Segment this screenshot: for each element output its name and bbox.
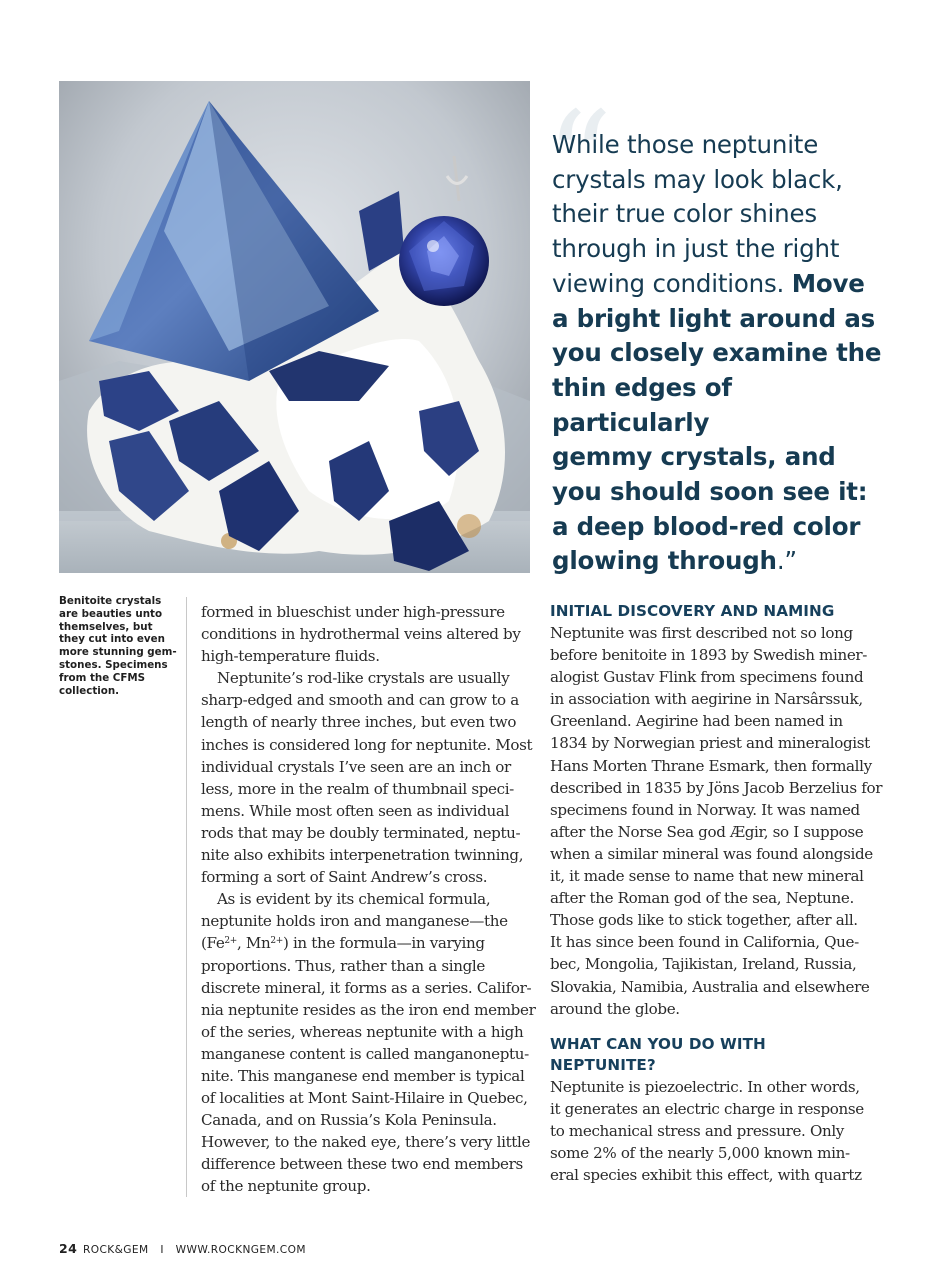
body-line: nite also exhibits interpenetration twinning,: [201, 846, 524, 865]
section-heading-discovery: INITIAL DISCOVERY AND NAMING: [550, 602, 835, 620]
mineral-photo-illustration: [59, 81, 530, 573]
pull-quote-bold: you should soon see it:: [552, 477, 868, 507]
body-column-2: [550, 601, 883, 1186]
formula-text: ) in the formula—in varying: [282, 934, 485, 953]
pull-quote-end: .”: [776, 546, 797, 576]
body-line: before benitoite in 1893 by Swedish miner-: [550, 646, 868, 665]
body-line: Those gods like to stick together, after all.: [550, 911, 858, 930]
pull-quote-bold: Move: [791, 268, 865, 298]
body-line: proportions. Thus, rather than a single: [201, 956, 485, 975]
body-line: neptunite holds iron and manganese—the: [201, 912, 508, 931]
body-line: manganese content is called manganoneptu-: [201, 1044, 529, 1063]
body-line: Neptunite is piezoelectric. In other words,: [550, 1077, 860, 1096]
caption-line: themselves, but: [59, 620, 153, 633]
body-line: Neptunite was first described not so long: [550, 624, 853, 642]
quote-mark-decoration: “: [546, 83, 613, 235]
body-line: eral species exhibit this effect, with quartz: [550, 1166, 862, 1185]
body-line: of localities at Mont Saint-Hilaire in Quebec,: [201, 1089, 528, 1108]
body-line: after the Norse Sea god Ægir, so I suppose: [550, 822, 864, 841]
body-line: of the neptunite group.: [201, 1177, 371, 1196]
page-number: 24: [59, 1241, 78, 1256]
body-line: in association with aegirine in Narsârssuk,: [550, 690, 863, 709]
body-line: It has since been found in California, Que-: [550, 933, 859, 952]
body-line: Neptunite’s rod-like crystals are usually: [217, 669, 510, 688]
pull-quote-line: While those neptunite: [552, 130, 819, 159]
pull-quote-bold: gemmy crystals, and: [552, 442, 836, 472]
pull-quote-line: their true color shines: [552, 199, 817, 229]
magazine-name: ROCK&GEM: [82, 1244, 149, 1256]
body-line: Greenland. Aegirine had been named in: [550, 712, 843, 731]
caption-line: stones. Specimens: [59, 658, 168, 671]
caption-line: from the CFMS: [59, 671, 146, 684]
body-line: after the Roman god of the sea, Neptune.: [550, 889, 854, 908]
body-line: mens. While most often seen as individual: [201, 801, 510, 820]
body-line: However, to the naked eye, there’s very little: [201, 1133, 531, 1152]
body-line: less, more in the realm of thumbnail speci-: [201, 779, 514, 798]
pull-quote-line: through in just the right: [552, 234, 840, 264]
body-line: nia neptunite resides as the iron end member: [201, 1000, 536, 1019]
caption-line: collection.: [59, 684, 120, 697]
body-line: Canada, and on Russia’s Kola Peninsula.: [201, 1111, 497, 1130]
pull-quote-bold: a bright light around as: [552, 303, 876, 333]
body-line: formed in blueschist under high-pressure: [201, 603, 505, 621]
body-line: individual crystals I’ve seen are an inch or: [201, 757, 511, 776]
body-line: described in 1835 by Jöns Jacob Berzelius for: [550, 778, 883, 797]
formula-superscript: 2+: [224, 936, 237, 947]
body-line: sharp-edged and smooth and can grow to a: [201, 691, 519, 710]
photo-caption: [59, 595, 177, 697]
section-heading-uses: WHAT CAN YOU DO WITH: [550, 1034, 766, 1053]
body-line: nite. This manganese end member is typical: [201, 1066, 525, 1085]
formula-text: (Fe: [201, 934, 225, 953]
body-line: alogist Gustav Flink from specimens found: [550, 668, 864, 687]
body-line: conditions in hydrothermal veins altered by: [201, 625, 521, 644]
body-line: 1834 by Norwegian priest and mineralogist: [550, 734, 870, 753]
caption-line: are beauties unto: [59, 607, 163, 620]
caption-line: more stunning gem-: [59, 646, 177, 659]
mineral-photo: [59, 81, 530, 573]
caption-line: Benitoite crystals: [59, 595, 162, 607]
body-line: bec, Mongolia, Tajikistan, Ireland, Russia,: [550, 955, 857, 974]
body-line: it generates an electric charge in response: [550, 1099, 864, 1118]
caption-line: they cut into even: [59, 633, 165, 646]
body-line: of the series, whereas neptunite with a high: [201, 1022, 524, 1041]
body-line: forming a sort of Saint Andrew’s cross.: [201, 868, 488, 887]
body-line: Hans Morten Thrane Esmark, then formally: [550, 756, 872, 775]
chemical-formula-line: [201, 932, 531, 954]
body-line: rods that may be doubly terminated, neptu-: [201, 823, 521, 842]
formula-superscript: 2+: [270, 936, 283, 947]
pull-quote-bold: thin edges of particularly: [552, 372, 732, 437]
body-line: difference between these two end members: [201, 1155, 523, 1174]
body-line: Slovakia, Namibia, Australia and elsewhere: [550, 977, 870, 996]
page-footer: [59, 1241, 306, 1256]
pull-quote: [546, 83, 892, 579]
body-line: specimens found in Norway. It was named: [550, 800, 860, 819]
pull-quote-bold: glowing through: [552, 546, 777, 576]
body-line: when a similar mineral was found alongside: [550, 844, 873, 863]
pull-quote-line: viewing conditions.: [552, 268, 785, 298]
body-line: length of nearly three inches, but even two: [201, 713, 517, 732]
body-line: inches is considered long for neptunite. Most: [201, 735, 533, 754]
caption-divider: [186, 597, 187, 1197]
body-line: around the globe.: [550, 999, 680, 1018]
magazine-url: WWW.ROCKNGEM.COM: [175, 1244, 306, 1256]
section-heading-uses: NEPTUNITE?: [550, 1055, 656, 1074]
body-line: it, it made sense to name that new mineral: [550, 867, 864, 886]
pull-quote-bold: a deep blood-red color: [552, 511, 861, 541]
body-line: to mechanical stress and pressure. Only: [550, 1121, 844, 1140]
body-column-1: [201, 601, 536, 1198]
body-line: high-temperature fluids.: [201, 647, 380, 666]
footer-separator: I: [160, 1244, 164, 1256]
pull-quote-text: [552, 128, 892, 579]
pull-quote-line: crystals may look black,: [552, 164, 843, 194]
formula-text: , Mn: [237, 934, 271, 953]
body-line: some 2% of the nearly 5,000 known min-: [550, 1143, 850, 1162]
section-gap: [550, 1020, 880, 1034]
body-line: discrete mineral, it forms as a series. Califor-: [201, 978, 532, 997]
body-line: As is evident by its chemical formula,: [217, 890, 491, 909]
pull-quote-bold: you closely examine the: [552, 338, 882, 368]
